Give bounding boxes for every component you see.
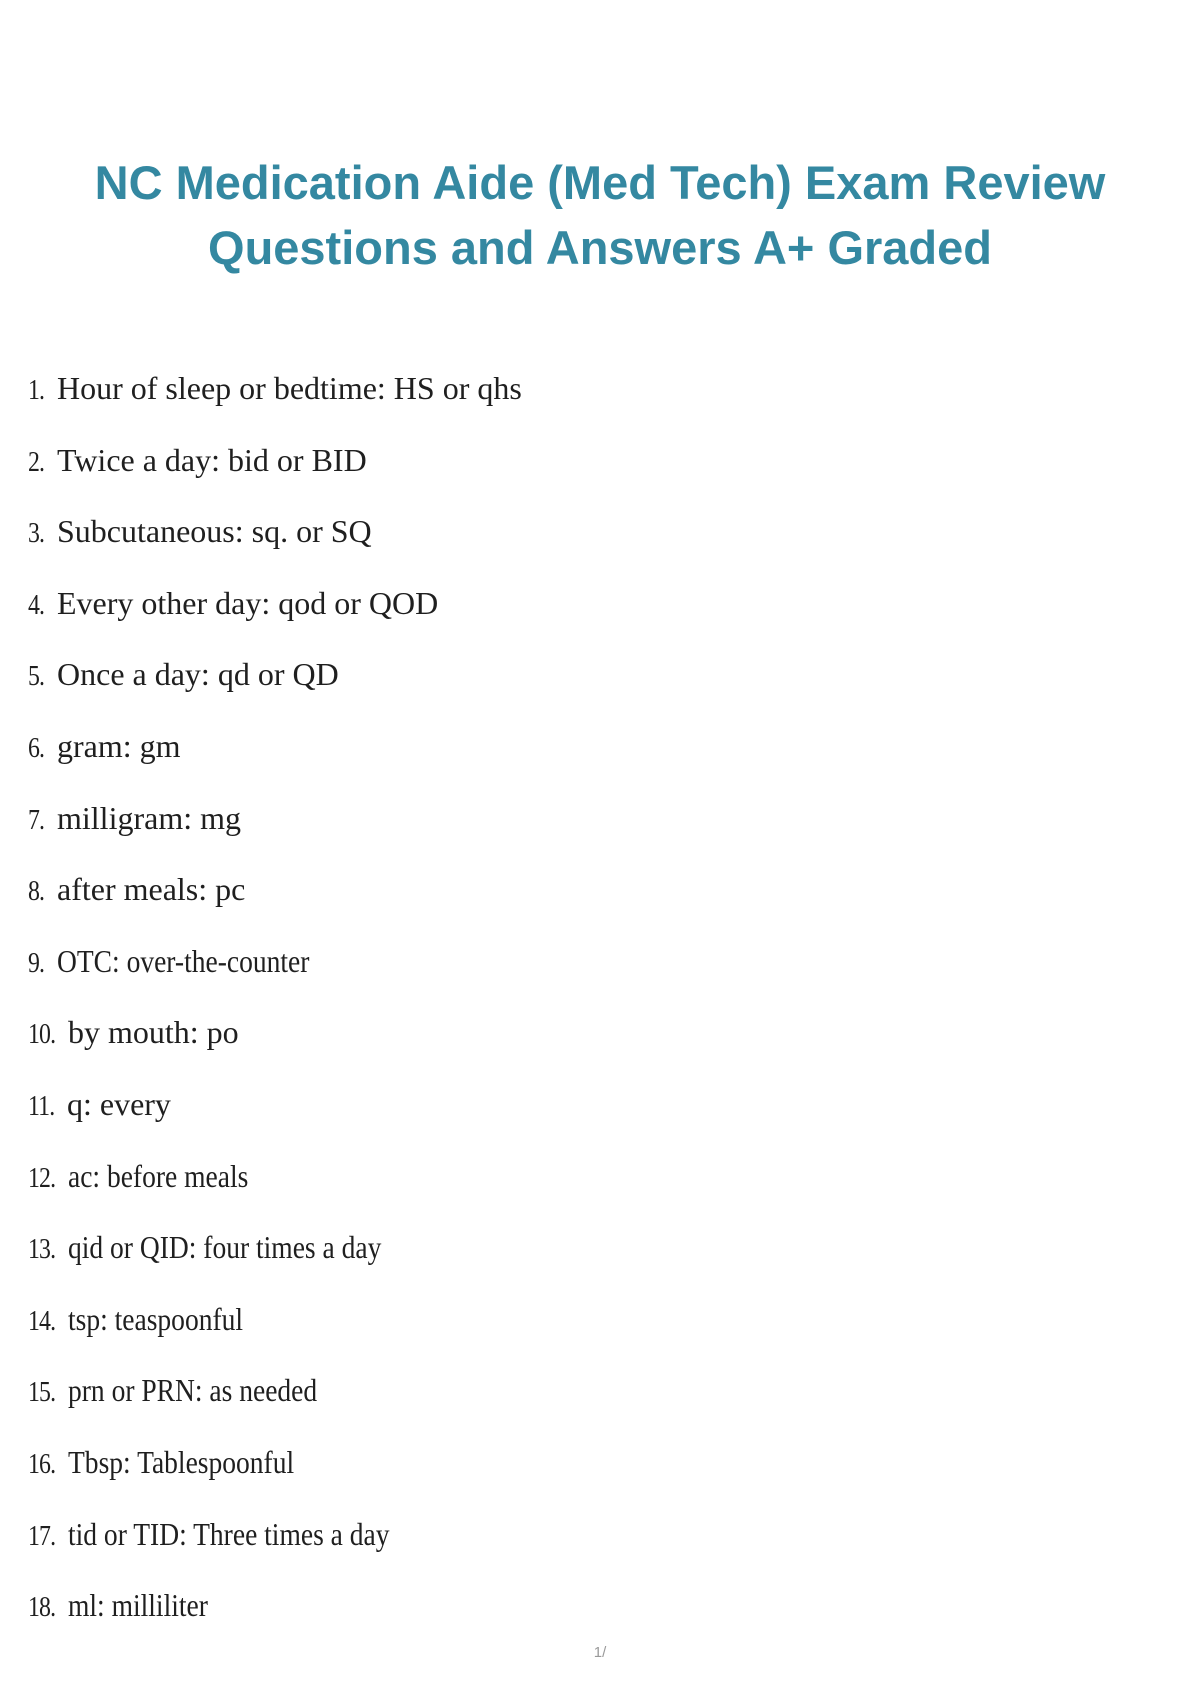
item-text: ac: before meals [68,1157,249,1194]
item-number: 18. [28,1592,56,1624]
qa-list [28,368,522,1657]
list-item [28,368,522,440]
document-title [0,150,1200,280]
item-number: 13. [28,1234,56,1266]
item-text: Once a day: qd or QD [57,656,339,693]
item-text: by mouth: po [68,1014,239,1051]
item-text: q: every [66,1085,171,1122]
item-text: tid or TID: Three times a day [68,1515,390,1552]
list-item [28,1084,522,1156]
item-text: after meals: pc [57,871,246,908]
item-text: Tbsp: Tablespoonful [68,1443,295,1480]
title-line-1: NC Medication Aide (Med Tech) Exam Review [94,156,1106,209]
list-item [28,1227,522,1299]
list-item [28,1442,522,1514]
list-item [28,869,522,941]
item-number: 7. [28,804,45,836]
list-item [28,511,522,583]
list-item [28,941,522,1013]
item-text: Every other day: qod or QOD [57,584,439,621]
item-text: gram: gm [57,727,181,764]
item-text: tsp: teaspoonful [68,1300,244,1337]
item-text: OTC: over-the-counter [57,942,310,979]
item-number: 4. [28,589,45,621]
item-text: milligram: mg [57,799,241,836]
item-text: Subcutaneous: sq. or SQ [57,513,372,550]
title-line-2: Questions and Answers A+ Graded [208,221,992,274]
item-number: 14. [28,1305,56,1337]
list-item [28,1156,522,1228]
list-item [28,798,522,870]
item-number: 9. [28,947,45,979]
list-item [28,583,522,655]
item-text: prn or PRN: as needed [68,1372,318,1409]
item-text: Twice a day: bid or BID [57,441,367,478]
item-text: ml: milliliter [68,1587,208,1624]
item-number: 16. [28,1448,56,1480]
item-text: qid or QID: four times a day [68,1229,382,1266]
item-number: 1. [28,375,45,406]
list-item [28,726,522,798]
item-number: 2. [28,446,45,478]
list-item [28,440,522,512]
list-item [28,1370,522,1442]
item-number: 6. [28,732,45,764]
list-item [28,1012,522,1084]
item-number: 15. [28,1377,56,1409]
item-number: 10. [28,1019,56,1051]
item-number: 3. [28,518,45,550]
list-item [28,1514,522,1586]
item-number: 11. [28,1090,55,1122]
item-number: 17. [28,1520,56,1552]
list-item [28,654,522,726]
page-number: 1/ [593,1644,607,1661]
item-number: 8. [28,876,45,908]
item-number: 5. [28,661,45,693]
item-number: 12. [28,1162,56,1194]
item-text: Hour of sleep or bedtime: HS or qhs [57,370,522,406]
list-item [28,1299,522,1371]
